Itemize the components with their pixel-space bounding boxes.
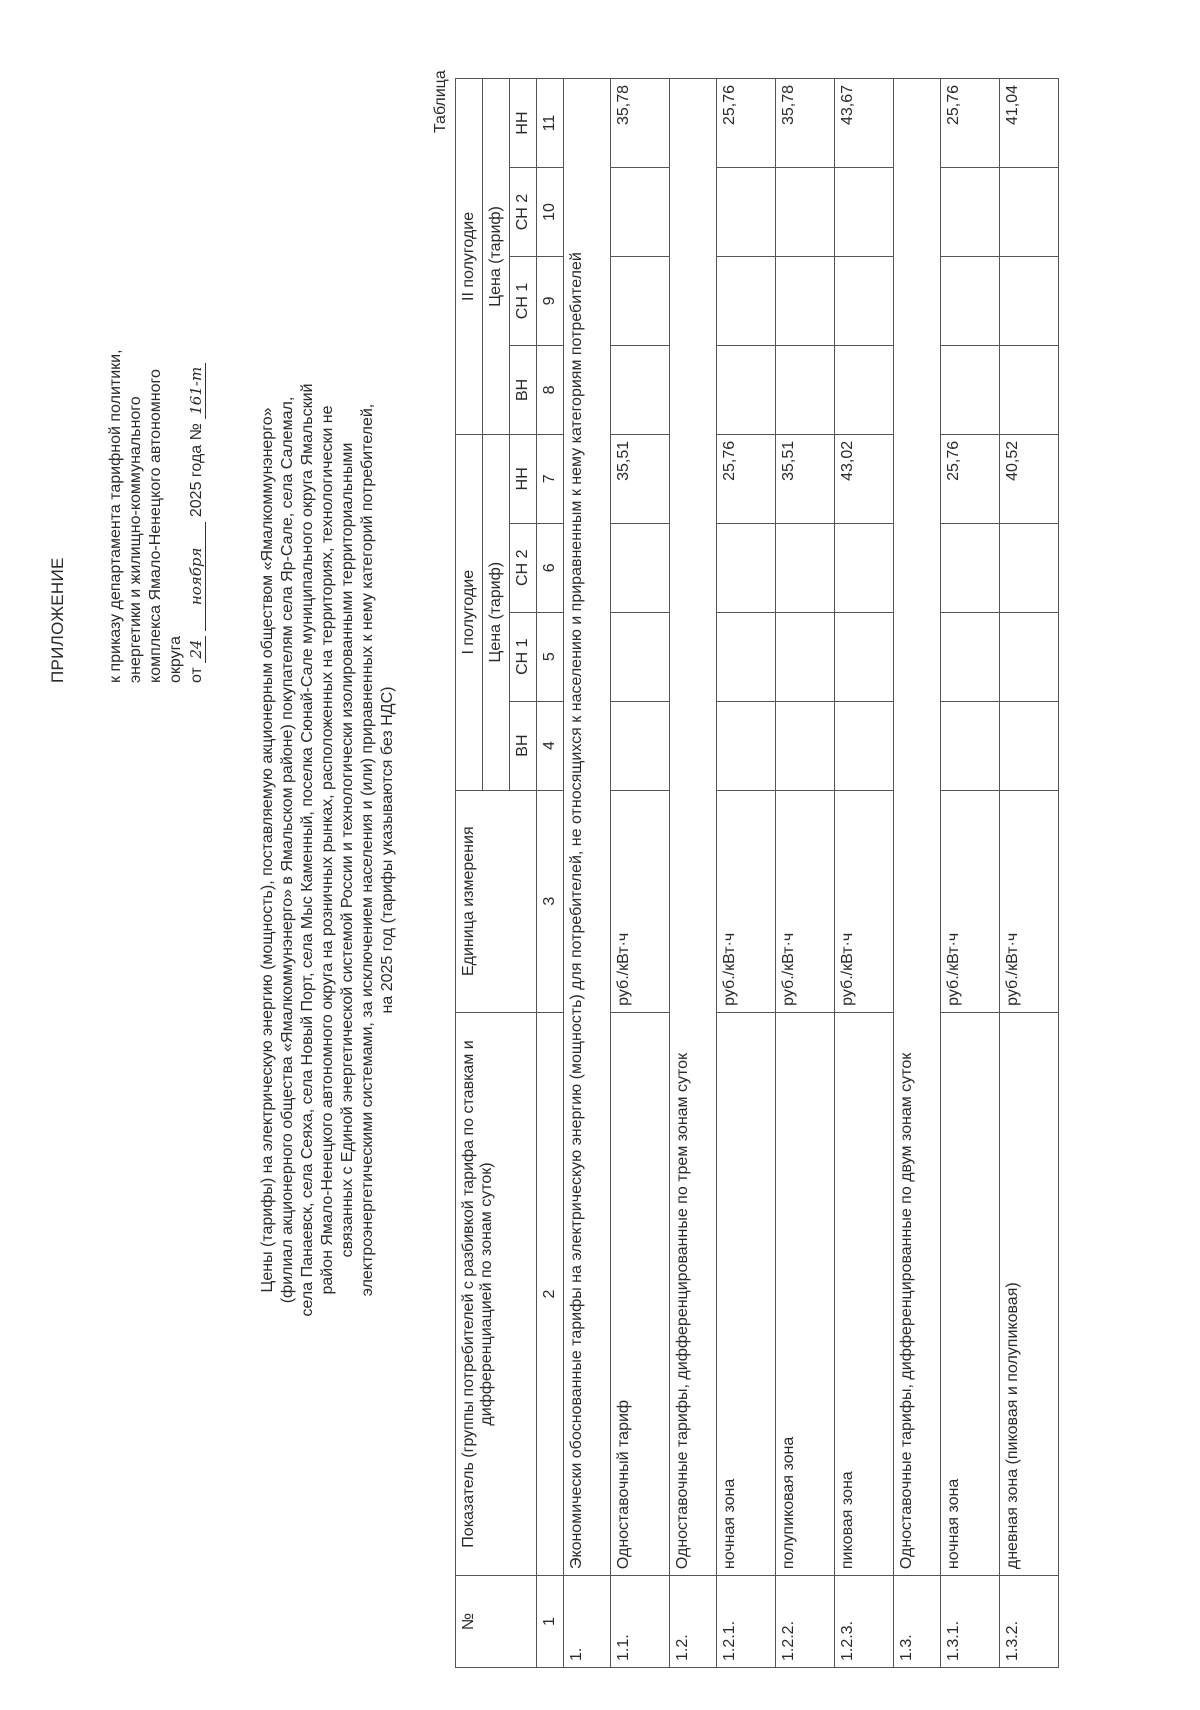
- appendix-line-3: комплекса Ямало-Ненецкого автономного: [147, 369, 164, 683]
- date-month-handwritten: ноября: [187, 522, 206, 632]
- cell-empty: [776, 701, 835, 790]
- header-no: №: [456, 1576, 537, 1668]
- row-number: 1.2.1.: [717, 1576, 776, 1668]
- row-number: 1.2.3.: [835, 1576, 894, 1668]
- table-caption: Таблица: [432, 70, 449, 133]
- row-unit: руб./кВт·ч: [941, 790, 1000, 1012]
- cell-empty: [611, 523, 670, 612]
- title-line-4: район Ямало-Ненецкого автономного округа на розничных рынках, расположенных на территориях, технологически не: [319, 405, 336, 1295]
- column-number-row: [537, 79, 564, 1668]
- cell-empty: [611, 168, 670, 257]
- row-number: 1.3.2.: [1000, 1576, 1059, 1668]
- row-number: 1.1.: [611, 1576, 670, 1668]
- title-line-7: на 2025 год (тарифы указываются без НДС): [379, 686, 396, 1014]
- cell-empty: [717, 523, 776, 612]
- cell-empty: [835, 612, 894, 701]
- order-number-handwritten: 161-т: [187, 363, 206, 419]
- cell-empty: [1000, 701, 1059, 790]
- cell-empty: [1000, 612, 1059, 701]
- cell-empty: [611, 612, 670, 701]
- cell-empty: [1000, 257, 1059, 346]
- row-indicator: полупиковая зона: [776, 1012, 835, 1575]
- column-number: 9: [537, 257, 564, 346]
- cell-empty: [1000, 345, 1059, 434]
- cell-empty: [941, 523, 1000, 612]
- cell-h1-nn: 35,51: [776, 434, 835, 523]
- row-unit: руб./кВт·ч: [1000, 790, 1059, 1012]
- cell-empty: [835, 523, 894, 612]
- order-date-line: [186, 143, 207, 683]
- header-half-1: I полугодие: [456, 434, 483, 790]
- row-number: 1.3.: [894, 1576, 941, 1668]
- date-day-handwritten: 24: [187, 636, 206, 663]
- cell-empty: [941, 345, 1000, 434]
- appendix-line-2: энергетики и жилищно-коммунального: [127, 396, 144, 683]
- row-unit: руб./кВт·ч: [776, 790, 835, 1012]
- cell-empty: [776, 168, 835, 257]
- appendix-subtitle: [106, 143, 207, 683]
- date-year-label: 2025 года №: [188, 423, 205, 518]
- section-row-1-3: [894, 79, 941, 1668]
- appendix-line-1: к приказу департамента тарифной политики,: [107, 349, 124, 683]
- column-number: 5: [537, 612, 564, 701]
- header-level: СН 2: [510, 168, 537, 257]
- cell-empty: [717, 257, 776, 346]
- table-row: [717, 79, 776, 1668]
- cell-h2-nn: 43,67: [835, 79, 894, 168]
- cell-h1-nn: 25,76: [717, 434, 776, 523]
- cell-empty: [611, 701, 670, 790]
- appendix-line-4: округа: [167, 636, 184, 683]
- row-unit: руб./кВт·ч: [717, 790, 776, 1012]
- column-number: 7: [537, 434, 564, 523]
- cell-empty: [835, 701, 894, 790]
- row-number: 1.2.2.: [776, 1576, 835, 1668]
- cell-empty: [776, 523, 835, 612]
- header-level: ВН: [510, 701, 537, 790]
- cell-empty: [835, 257, 894, 346]
- cell-empty: [717, 612, 776, 701]
- cell-empty: [941, 168, 1000, 257]
- section-title: Одноставочные тарифы, дифференцированные по трем зонам суток: [670, 79, 717, 1576]
- cell-empty: [1000, 168, 1059, 257]
- column-number: 8: [537, 345, 564, 434]
- cell-h2-nn: 35,78: [611, 79, 670, 168]
- row-indicator: ночная зона: [717, 1012, 776, 1575]
- cell-empty: [835, 345, 894, 434]
- header-level: СН 1: [510, 612, 537, 701]
- cell-h1-nn: 25,76: [941, 434, 1000, 523]
- appendix-title: ПРИЛОЖЕНИЕ: [48, 557, 67, 683]
- date-prefix: от: [188, 667, 205, 683]
- cell-empty: [941, 257, 1000, 346]
- table-row: [1000, 79, 1059, 1668]
- document-title: [258, 350, 398, 1350]
- cell-h1-nn: 43,02: [835, 434, 894, 523]
- cell-empty: [611, 257, 670, 346]
- cell-empty: [611, 345, 670, 434]
- cell-h1-nn: 35,51: [611, 434, 670, 523]
- row-indicator: Одноставочный тариф: [611, 1012, 670, 1575]
- cell-h2-nn: 35,78: [776, 79, 835, 168]
- column-number: 11: [537, 79, 564, 168]
- row-unit: руб./кВт·ч: [611, 790, 670, 1012]
- row-indicator: пиковая зона: [835, 1012, 894, 1575]
- table-header-row-1: [456, 79, 483, 1668]
- column-number: 2: [537, 1012, 564, 1575]
- cell-empty: [941, 701, 1000, 790]
- header-price-1: Цена (тариф): [483, 434, 510, 790]
- title-line-5: связанных с Единой энергетической системой России и технологически изолированными территориальными: [339, 442, 356, 1258]
- header-level: СН 1: [510, 257, 537, 346]
- section-title: Одноставочные тарифы, дифференцированные по двум зонам суток: [894, 79, 941, 1576]
- header-unit: Единица измерения: [456, 790, 537, 1012]
- title-line-3: села Панаевск, села Сеяха, села Новый Порт, села Мыс Каменный, поселка Сюнай-Сале муниципального округа Ямальский: [299, 383, 316, 1317]
- header-level: НН: [510, 79, 537, 168]
- cell-h2-nn: 25,76: [941, 79, 1000, 168]
- cell-h2-nn: 41,04: [1000, 79, 1059, 168]
- header-price-2: Цена (тариф): [483, 79, 510, 435]
- title-line-6: электроэнергетическими системами, за исключением населения и (или) приравненных к нему категорий потребителей,: [359, 403, 376, 1297]
- tariff-table: [455, 78, 1059, 1668]
- table-row: [941, 79, 1000, 1668]
- cell-empty: [776, 345, 835, 434]
- row-indicator: ночная зона: [941, 1012, 1000, 1575]
- cell-h1-nn: 40,52: [1000, 434, 1059, 523]
- table-row: [835, 79, 894, 1668]
- cell-empty: [776, 612, 835, 701]
- header-indicator: Показатель (группы потребителей с разбивкой тарифа по ставкам и дифференциацией по зонам суток): [456, 1012, 537, 1575]
- row-number: 1.2.: [670, 1576, 717, 1668]
- header-half-2: II полугодие: [456, 79, 483, 435]
- column-number: 10: [537, 168, 564, 257]
- cell-empty: [835, 168, 894, 257]
- title-line-2: (филиал акционерного общества «Ямалкоммунэнерго» в Ямальском районе) покупателям села Яр-Сале, села Салемал,: [279, 396, 296, 1304]
- cell-h2-nn: 25,76: [717, 79, 776, 168]
- header-level: НН: [510, 434, 537, 523]
- cell-empty: [776, 257, 835, 346]
- row-number: 1.3.1.: [941, 1576, 1000, 1668]
- column-number: 4: [537, 701, 564, 790]
- cell-empty: [717, 345, 776, 434]
- row-number: 1.: [564, 1576, 611, 1668]
- section-title: Экономически обоснованные тарифы на электрическую энергию (мощность) для потребителей, не относящихся к населению и приравненным к нему категориям потребителей: [564, 79, 611, 1576]
- cell-empty: [1000, 523, 1059, 612]
- header-level: ВН: [510, 345, 537, 434]
- cell-empty: [717, 168, 776, 257]
- column-number: 1: [537, 1576, 564, 1668]
- table-row: [776, 79, 835, 1668]
- column-number: 6: [537, 523, 564, 612]
- cell-empty: [941, 612, 1000, 701]
- cell-empty: [717, 701, 776, 790]
- row-indicator: дневная зона (пиковая и полупиковая): [1000, 1012, 1059, 1575]
- title-line-1: Цены (тарифы) на электрическую энергию (мощность), поставляемую акционерным обществом «Ямалкоммунэнерго»: [259, 407, 276, 1293]
- header-level: СН 2: [510, 523, 537, 612]
- column-number: 3: [537, 790, 564, 1012]
- section-row-1-2: [670, 79, 717, 1668]
- row-unit: руб./кВт·ч: [835, 790, 894, 1012]
- table-row: [611, 79, 670, 1668]
- section-row-1: [564, 79, 611, 1668]
